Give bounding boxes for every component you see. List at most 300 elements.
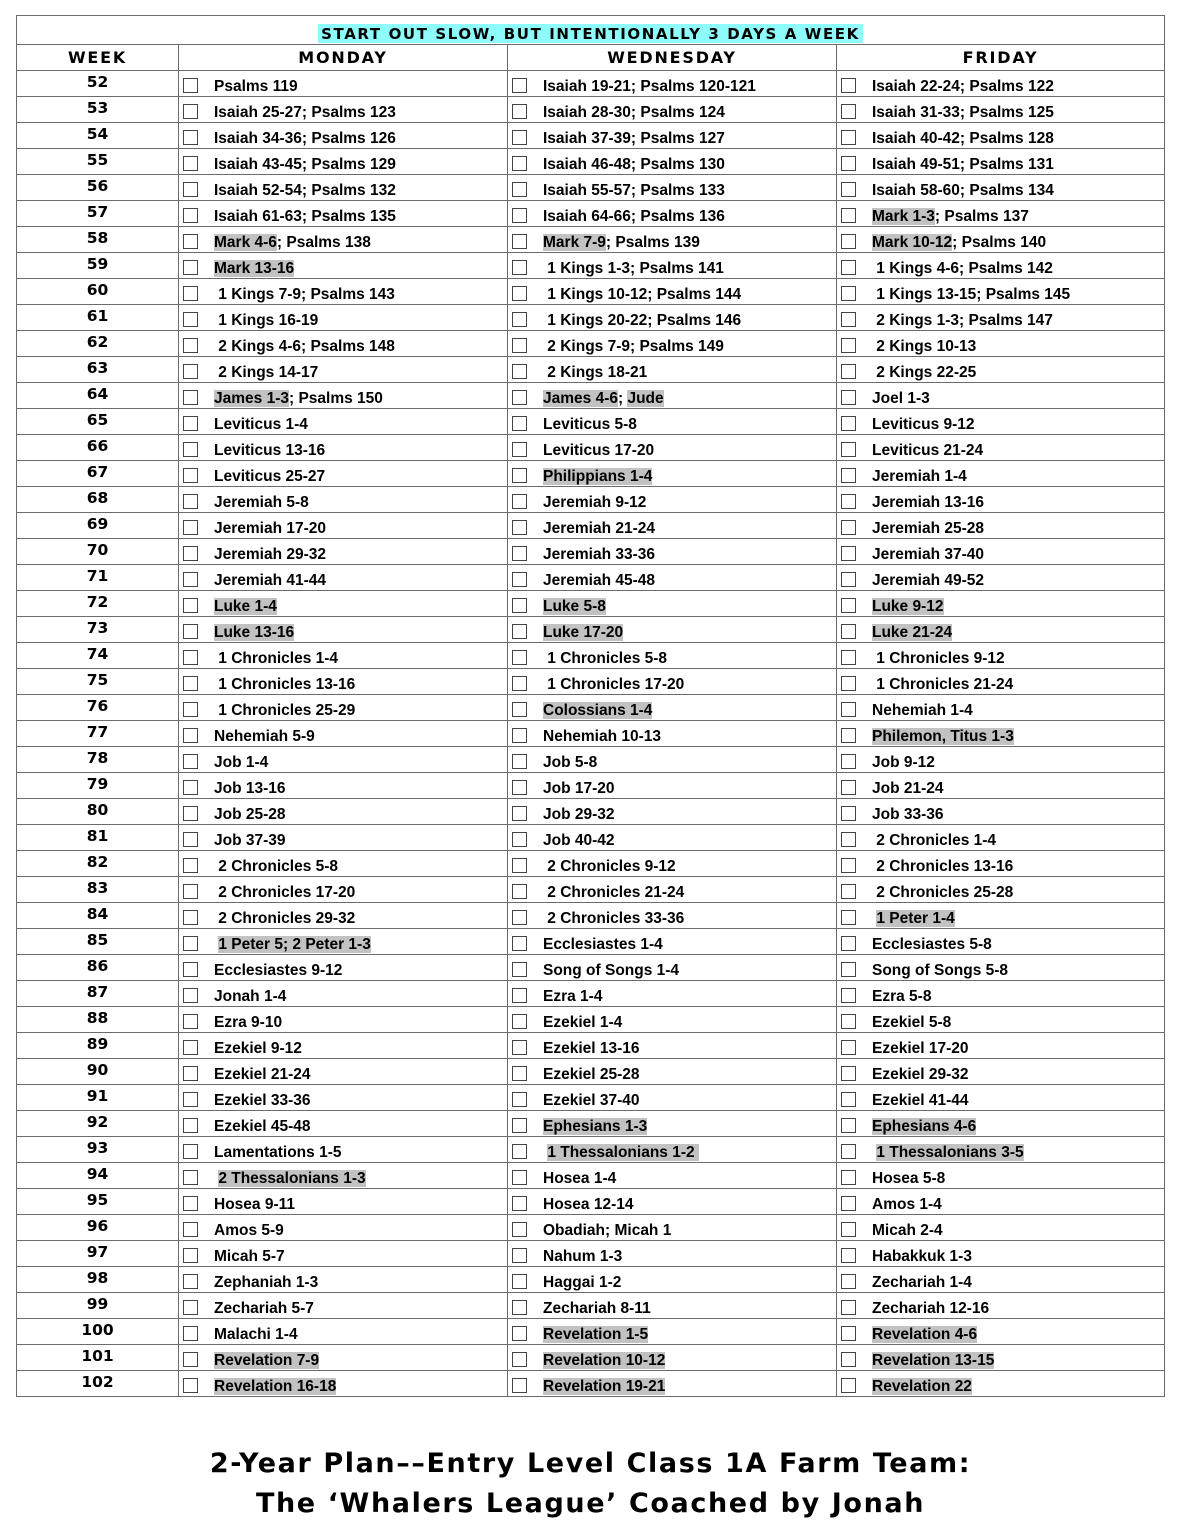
checkbox[interactable] [512, 780, 527, 795]
checkbox[interactable] [512, 988, 527, 1003]
checkbox[interactable] [183, 364, 198, 379]
checkbox[interactable] [183, 546, 198, 561]
checkbox[interactable] [512, 806, 527, 821]
reading-label [214, 676, 355, 694]
checkbox[interactable] [512, 962, 527, 977]
reading-item [837, 1319, 1164, 1344]
checkbox[interactable] [841, 312, 856, 327]
reading-item [837, 1215, 1164, 1240]
checkbox[interactable] [512, 208, 527, 223]
passage: 2 Kings 4-6; Psalms 148 [214, 337, 395, 355]
week-number: 71 [17, 565, 179, 591]
checkbox[interactable] [512, 1118, 527, 1133]
reading-cell-monday [179, 513, 508, 539]
checkbox[interactable] [183, 78, 198, 93]
checkbox[interactable] [512, 78, 527, 93]
checkbox[interactable] [183, 832, 198, 847]
checkbox[interactable] [512, 1170, 527, 1185]
passage: Obadiah; Micah 1 [543, 1221, 672, 1239]
checkbox[interactable] [512, 676, 527, 691]
passage: Zechariah 1-4 [872, 1273, 972, 1291]
highlighted-passage: Revelation 7-9 [214, 1351, 320, 1369]
checkbox[interactable] [512, 728, 527, 743]
passage: Micah 5-7 [214, 1247, 285, 1265]
checkbox[interactable] [512, 1326, 527, 1341]
reading-label [872, 312, 1053, 330]
checkbox[interactable] [841, 1300, 856, 1315]
checkbox[interactable] [512, 1040, 527, 1055]
reading-item [837, 123, 1164, 148]
reading-label [214, 1066, 311, 1084]
checkbox[interactable] [512, 1300, 527, 1315]
reading-label [543, 910, 684, 928]
checkbox[interactable] [512, 416, 527, 431]
passage: Isaiah 22-24; Psalms 122 [872, 77, 1054, 95]
checkbox[interactable] [183, 884, 198, 899]
checkbox[interactable] [841, 1196, 856, 1211]
reading-cell-friday [837, 461, 1165, 487]
passage: Ezekiel 41-44 [872, 1091, 969, 1109]
checkbox[interactable] [183, 1170, 198, 1185]
checkbox[interactable] [841, 754, 856, 769]
checkbox[interactable] [183, 1040, 198, 1055]
checkbox[interactable] [512, 1222, 527, 1237]
reading-label [214, 1222, 284, 1240]
checkbox[interactable] [512, 338, 527, 353]
checkbox[interactable] [841, 598, 856, 613]
reading-cell-friday [837, 903, 1165, 929]
checkbox[interactable] [512, 624, 527, 639]
reading-label [214, 728, 315, 746]
reading-item [179, 1189, 507, 1214]
passage: 1 Chronicles 5-8 [543, 649, 668, 667]
reading-label [872, 1352, 994, 1370]
passage: Zephaniah 1-3 [214, 1273, 319, 1291]
checkbox[interactable] [183, 780, 198, 795]
checkbox[interactable] [512, 442, 527, 457]
checkbox[interactable] [183, 130, 198, 145]
checkbox[interactable] [841, 1144, 856, 1159]
reading-cell-wednesday [508, 123, 837, 149]
reading-item [837, 331, 1164, 356]
checkbox[interactable] [841, 104, 856, 119]
reading-item [837, 357, 1164, 382]
reading-cell-friday [837, 149, 1165, 175]
reading-item [179, 1059, 507, 1084]
reading-label [214, 650, 338, 668]
checkbox[interactable] [841, 1014, 856, 1029]
passage: ; Psalms 139 [605, 233, 700, 251]
highlighted-passage: Mark 4-6 [214, 233, 277, 251]
checkbox[interactable] [183, 1066, 198, 1081]
table-row [17, 487, 1165, 513]
checkbox[interactable] [183, 1326, 198, 1341]
reading-cell-friday [837, 617, 1165, 643]
week-number: 73 [17, 617, 179, 643]
checkbox[interactable] [183, 1378, 198, 1393]
highlighted-passage: Mark 7-9 [543, 233, 606, 251]
reading-cell-monday [179, 539, 508, 565]
checkbox[interactable] [841, 416, 856, 431]
checkbox[interactable] [183, 1118, 198, 1133]
checkbox[interactable] [183, 1300, 198, 1315]
checkbox[interactable] [183, 260, 198, 275]
checkbox[interactable] [183, 910, 198, 925]
checkbox[interactable] [841, 832, 856, 847]
reading-label [872, 234, 1046, 252]
checkbox[interactable] [841, 728, 856, 743]
table-row [17, 1215, 1165, 1241]
checkbox[interactable] [841, 130, 856, 145]
reading-cell-monday [179, 903, 508, 929]
passage: Hosea 1-4 [543, 1169, 617, 1187]
passage: Leviticus 9-12 [872, 415, 975, 433]
checkbox[interactable] [183, 1274, 198, 1289]
reading-item [508, 617, 836, 642]
checkbox[interactable] [841, 1352, 856, 1367]
checkbox[interactable] [512, 1092, 527, 1107]
reading-item [837, 747, 1164, 772]
reading-label [214, 416, 308, 434]
reading-label [543, 858, 676, 876]
reading-label [214, 1144, 341, 1162]
checkbox[interactable] [183, 572, 198, 587]
reading-item [179, 1241, 507, 1266]
checkbox[interactable] [841, 1378, 856, 1393]
checkbox[interactable] [183, 598, 198, 613]
checkbox[interactable] [841, 234, 856, 249]
checkbox[interactable] [841, 572, 856, 587]
checkbox[interactable] [512, 156, 527, 171]
week-number: 95 [17, 1189, 179, 1215]
checkbox[interactable] [512, 390, 527, 405]
reading-label [872, 676, 1013, 694]
checkbox[interactable] [183, 624, 198, 639]
checkbox[interactable] [183, 234, 198, 249]
week-number: 78 [17, 747, 179, 773]
banner-title: START OUT SLOW, BUT INTENTIONALLY 3 DAYS A WEEK [318, 24, 863, 43]
checkbox[interactable] [183, 858, 198, 873]
checkbox[interactable] [183, 962, 198, 977]
checkbox[interactable] [183, 676, 198, 691]
checkbox[interactable] [183, 1248, 198, 1263]
checkbox[interactable] [183, 338, 198, 353]
reading-label [214, 884, 355, 902]
checkbox[interactable] [841, 1222, 856, 1237]
checkbox[interactable] [841, 1092, 856, 1107]
checkbox[interactable] [841, 494, 856, 509]
checkbox[interactable] [841, 962, 856, 977]
passage: 2 Chronicles 33-36 [543, 909, 685, 927]
checkbox[interactable] [512, 286, 527, 301]
checkbox[interactable] [841, 624, 856, 639]
week-number: 97 [17, 1241, 179, 1267]
reading-item [508, 487, 836, 512]
reading-label [543, 234, 700, 252]
reading-item [837, 1007, 1164, 1032]
reading-label [543, 780, 615, 798]
checkbox[interactable] [512, 182, 527, 197]
reading-cell-wednesday [508, 539, 837, 565]
reading-label [872, 364, 976, 382]
reading-cell-wednesday [508, 149, 837, 175]
checkbox[interactable] [841, 364, 856, 379]
reading-item [508, 1345, 836, 1370]
reading-item [508, 1267, 836, 1292]
reading-cell-monday [179, 331, 508, 357]
reading-label [214, 390, 383, 408]
reading-cell-wednesday [508, 1163, 837, 1189]
reading-item [837, 383, 1164, 408]
checkbox[interactable] [512, 1144, 527, 1159]
checkbox[interactable] [512, 104, 527, 119]
checkbox[interactable] [841, 182, 856, 197]
checkbox[interactable] [183, 1014, 198, 1029]
checkbox[interactable] [841, 884, 856, 899]
highlighted-passage: Mark 13-16 [214, 259, 295, 277]
checkbox[interactable] [183, 104, 198, 119]
checkbox[interactable] [183, 390, 198, 405]
checkbox[interactable] [841, 1040, 856, 1055]
passage: Isaiah 34-36; Psalms 126 [214, 129, 396, 147]
reading-label [543, 182, 725, 200]
passage: ; [617, 389, 628, 407]
checkbox[interactable] [512, 910, 527, 925]
reading-item [837, 877, 1164, 902]
checkbox[interactable] [841, 858, 856, 873]
checkbox[interactable] [183, 468, 198, 483]
checkbox[interactable] [512, 754, 527, 769]
checkbox[interactable] [512, 1352, 527, 1367]
checkbox[interactable] [183, 1352, 198, 1367]
checkbox[interactable] [841, 78, 856, 93]
reading-cell-wednesday [508, 409, 837, 435]
checkbox[interactable] [841, 468, 856, 483]
checkbox[interactable] [183, 702, 198, 717]
checkbox[interactable] [183, 494, 198, 509]
passage: 1 Chronicles 1-4 [214, 649, 339, 667]
reading-cell-friday [837, 1267, 1165, 1293]
table-row [17, 643, 1165, 669]
checkbox[interactable] [512, 364, 527, 379]
reading-cell-wednesday [508, 1137, 837, 1163]
reading-label [543, 1222, 671, 1240]
passage: 2 Chronicles 25-28 [872, 883, 1014, 901]
checkbox[interactable] [512, 1248, 527, 1263]
reading-cell-monday [179, 721, 508, 747]
checkbox[interactable] [512, 1378, 527, 1393]
checkbox[interactable] [183, 1222, 198, 1237]
reading-item [179, 1007, 507, 1032]
checkbox[interactable] [183, 1092, 198, 1107]
checkbox[interactable] [183, 286, 198, 301]
checkbox[interactable] [841, 988, 856, 1003]
passage: Ecclesiastes 9-12 [214, 961, 343, 979]
checkbox[interactable] [841, 910, 856, 925]
reading-cell-wednesday [508, 435, 837, 461]
checkbox[interactable] [183, 754, 198, 769]
reading-cell-wednesday [508, 1059, 837, 1085]
checkbox[interactable] [183, 182, 198, 197]
checkbox[interactable] [841, 780, 856, 795]
checkbox[interactable] [512, 1014, 527, 1029]
checkbox[interactable] [183, 520, 198, 535]
reading-label [214, 286, 395, 304]
checkbox[interactable] [512, 494, 527, 509]
checkbox[interactable] [512, 650, 527, 665]
checkbox[interactable] [841, 1066, 856, 1081]
reading-item [837, 409, 1164, 434]
checkbox[interactable] [512, 572, 527, 587]
checkbox[interactable] [512, 1196, 527, 1211]
reading-item [179, 409, 507, 434]
checkbox[interactable] [841, 546, 856, 561]
reading-item [179, 97, 507, 122]
checkbox[interactable] [841, 442, 856, 457]
checkbox[interactable] [841, 936, 856, 951]
passage: Nehemiah 5-9 [214, 727, 315, 745]
reading-item [837, 1163, 1164, 1188]
week-number: 77 [17, 721, 179, 747]
checkbox[interactable] [512, 234, 527, 249]
highlighted-passage: 1 Thessalonians 3-5 [876, 1143, 1024, 1161]
reading-item [508, 1215, 836, 1240]
passage: Job 40-42 [543, 831, 615, 849]
reading-cell-friday [837, 747, 1165, 773]
highlighted-passage: 1 Peter 1-4 [876, 909, 955, 927]
reading-label [543, 78, 756, 96]
reading-item [179, 461, 507, 486]
checkbox[interactable] [841, 1170, 856, 1185]
reading-cell-wednesday [508, 955, 837, 981]
reading-cell-wednesday [508, 1241, 837, 1267]
checkbox[interactable] [841, 806, 856, 821]
checkbox[interactable] [512, 312, 527, 327]
checkbox[interactable] [841, 260, 856, 275]
table-row [17, 591, 1165, 617]
reading-label [214, 1118, 311, 1136]
passage: Leviticus 13-16 [214, 441, 326, 459]
reading-item [837, 591, 1164, 616]
checkbox[interactable] [183, 312, 198, 327]
reading-item [508, 669, 836, 694]
reading-label [214, 546, 326, 564]
reading-label [872, 858, 1013, 876]
checkbox[interactable] [512, 884, 527, 899]
checkbox[interactable] [183, 442, 198, 457]
checkbox[interactable] [841, 390, 856, 405]
checkbox[interactable] [183, 416, 198, 431]
week-number: 98 [17, 1267, 179, 1293]
reading-item [179, 305, 507, 330]
checkbox[interactable] [512, 260, 527, 275]
passage: Job 9-12 [872, 753, 935, 771]
passage: Leviticus 5-8 [543, 415, 637, 433]
banner-cell [17, 16, 1165, 45]
reading-cell-monday [179, 643, 508, 669]
checkbox[interactable] [183, 728, 198, 743]
passage: Ecclesiastes 1-4 [543, 935, 663, 953]
column-header-row [17, 45, 1165, 71]
reading-label [543, 1066, 640, 1084]
checkbox[interactable] [841, 156, 856, 171]
checkbox[interactable] [512, 520, 527, 535]
checkbox[interactable] [841, 286, 856, 301]
reading-label [872, 650, 1005, 668]
checkbox[interactable] [512, 1066, 527, 1081]
passage: Isaiah 28-30; Psalms 124 [543, 103, 725, 121]
table-row [17, 1189, 1165, 1215]
checkbox[interactable] [512, 832, 527, 847]
checkbox[interactable] [183, 1196, 198, 1211]
reading-item [837, 1189, 1164, 1214]
reading-item [179, 253, 507, 278]
table-row [17, 1059, 1165, 1085]
reading-item [837, 903, 1164, 928]
reading-cell-wednesday [508, 1085, 837, 1111]
checkbox[interactable] [512, 598, 527, 613]
highlighted-passage: Colossians 1-4 [543, 701, 653, 719]
checkbox[interactable] [512, 1274, 527, 1289]
reading-label [543, 1196, 633, 1214]
reading-cell-monday [179, 201, 508, 227]
table-row [17, 1319, 1165, 1345]
checkbox[interactable] [512, 936, 527, 951]
week-number: 94 [17, 1163, 179, 1189]
checkbox[interactable] [841, 1274, 856, 1289]
checkbox[interactable] [512, 702, 527, 717]
checkbox[interactable] [841, 702, 856, 717]
reading-item [837, 643, 1164, 668]
reading-label [543, 468, 652, 486]
table-row [17, 1033, 1165, 1059]
reading-cell-monday [179, 123, 508, 149]
checkbox[interactable] [512, 858, 527, 873]
checkbox[interactable] [841, 650, 856, 665]
checkbox[interactable] [183, 156, 198, 171]
checkbox[interactable] [841, 520, 856, 535]
reading-item [508, 1033, 836, 1058]
reading-item [508, 383, 836, 408]
checkbox[interactable] [183, 806, 198, 821]
checkbox[interactable] [183, 988, 198, 1003]
checkbox[interactable] [841, 1326, 856, 1341]
table-row [17, 1007, 1165, 1033]
highlighted-passage: Luke 9-12 [872, 597, 944, 615]
checkbox[interactable] [183, 1144, 198, 1159]
reading-item [179, 1267, 507, 1292]
checkbox[interactable] [512, 546, 527, 561]
checkbox[interactable] [512, 130, 527, 145]
reading-item [837, 435, 1164, 460]
reading-label [872, 624, 952, 642]
checkbox[interactable] [512, 468, 527, 483]
checkbox[interactable] [841, 1248, 856, 1263]
checkbox[interactable] [183, 936, 198, 951]
checkbox[interactable] [841, 338, 856, 353]
passage: Jeremiah 25-28 [872, 519, 985, 537]
checkbox[interactable] [183, 208, 198, 223]
reading-cell-monday [179, 71, 508, 97]
passage: 1 Kings 4-6; Psalms 142 [872, 259, 1053, 277]
passage: Hosea 9-11 [214, 1195, 295, 1213]
checkbox[interactable] [841, 208, 856, 223]
checkbox[interactable] [841, 676, 856, 691]
passage: Nahum 1-3 [543, 1247, 623, 1265]
reading-item [179, 513, 507, 538]
checkbox[interactable] [183, 650, 198, 665]
checkbox[interactable] [841, 1118, 856, 1133]
